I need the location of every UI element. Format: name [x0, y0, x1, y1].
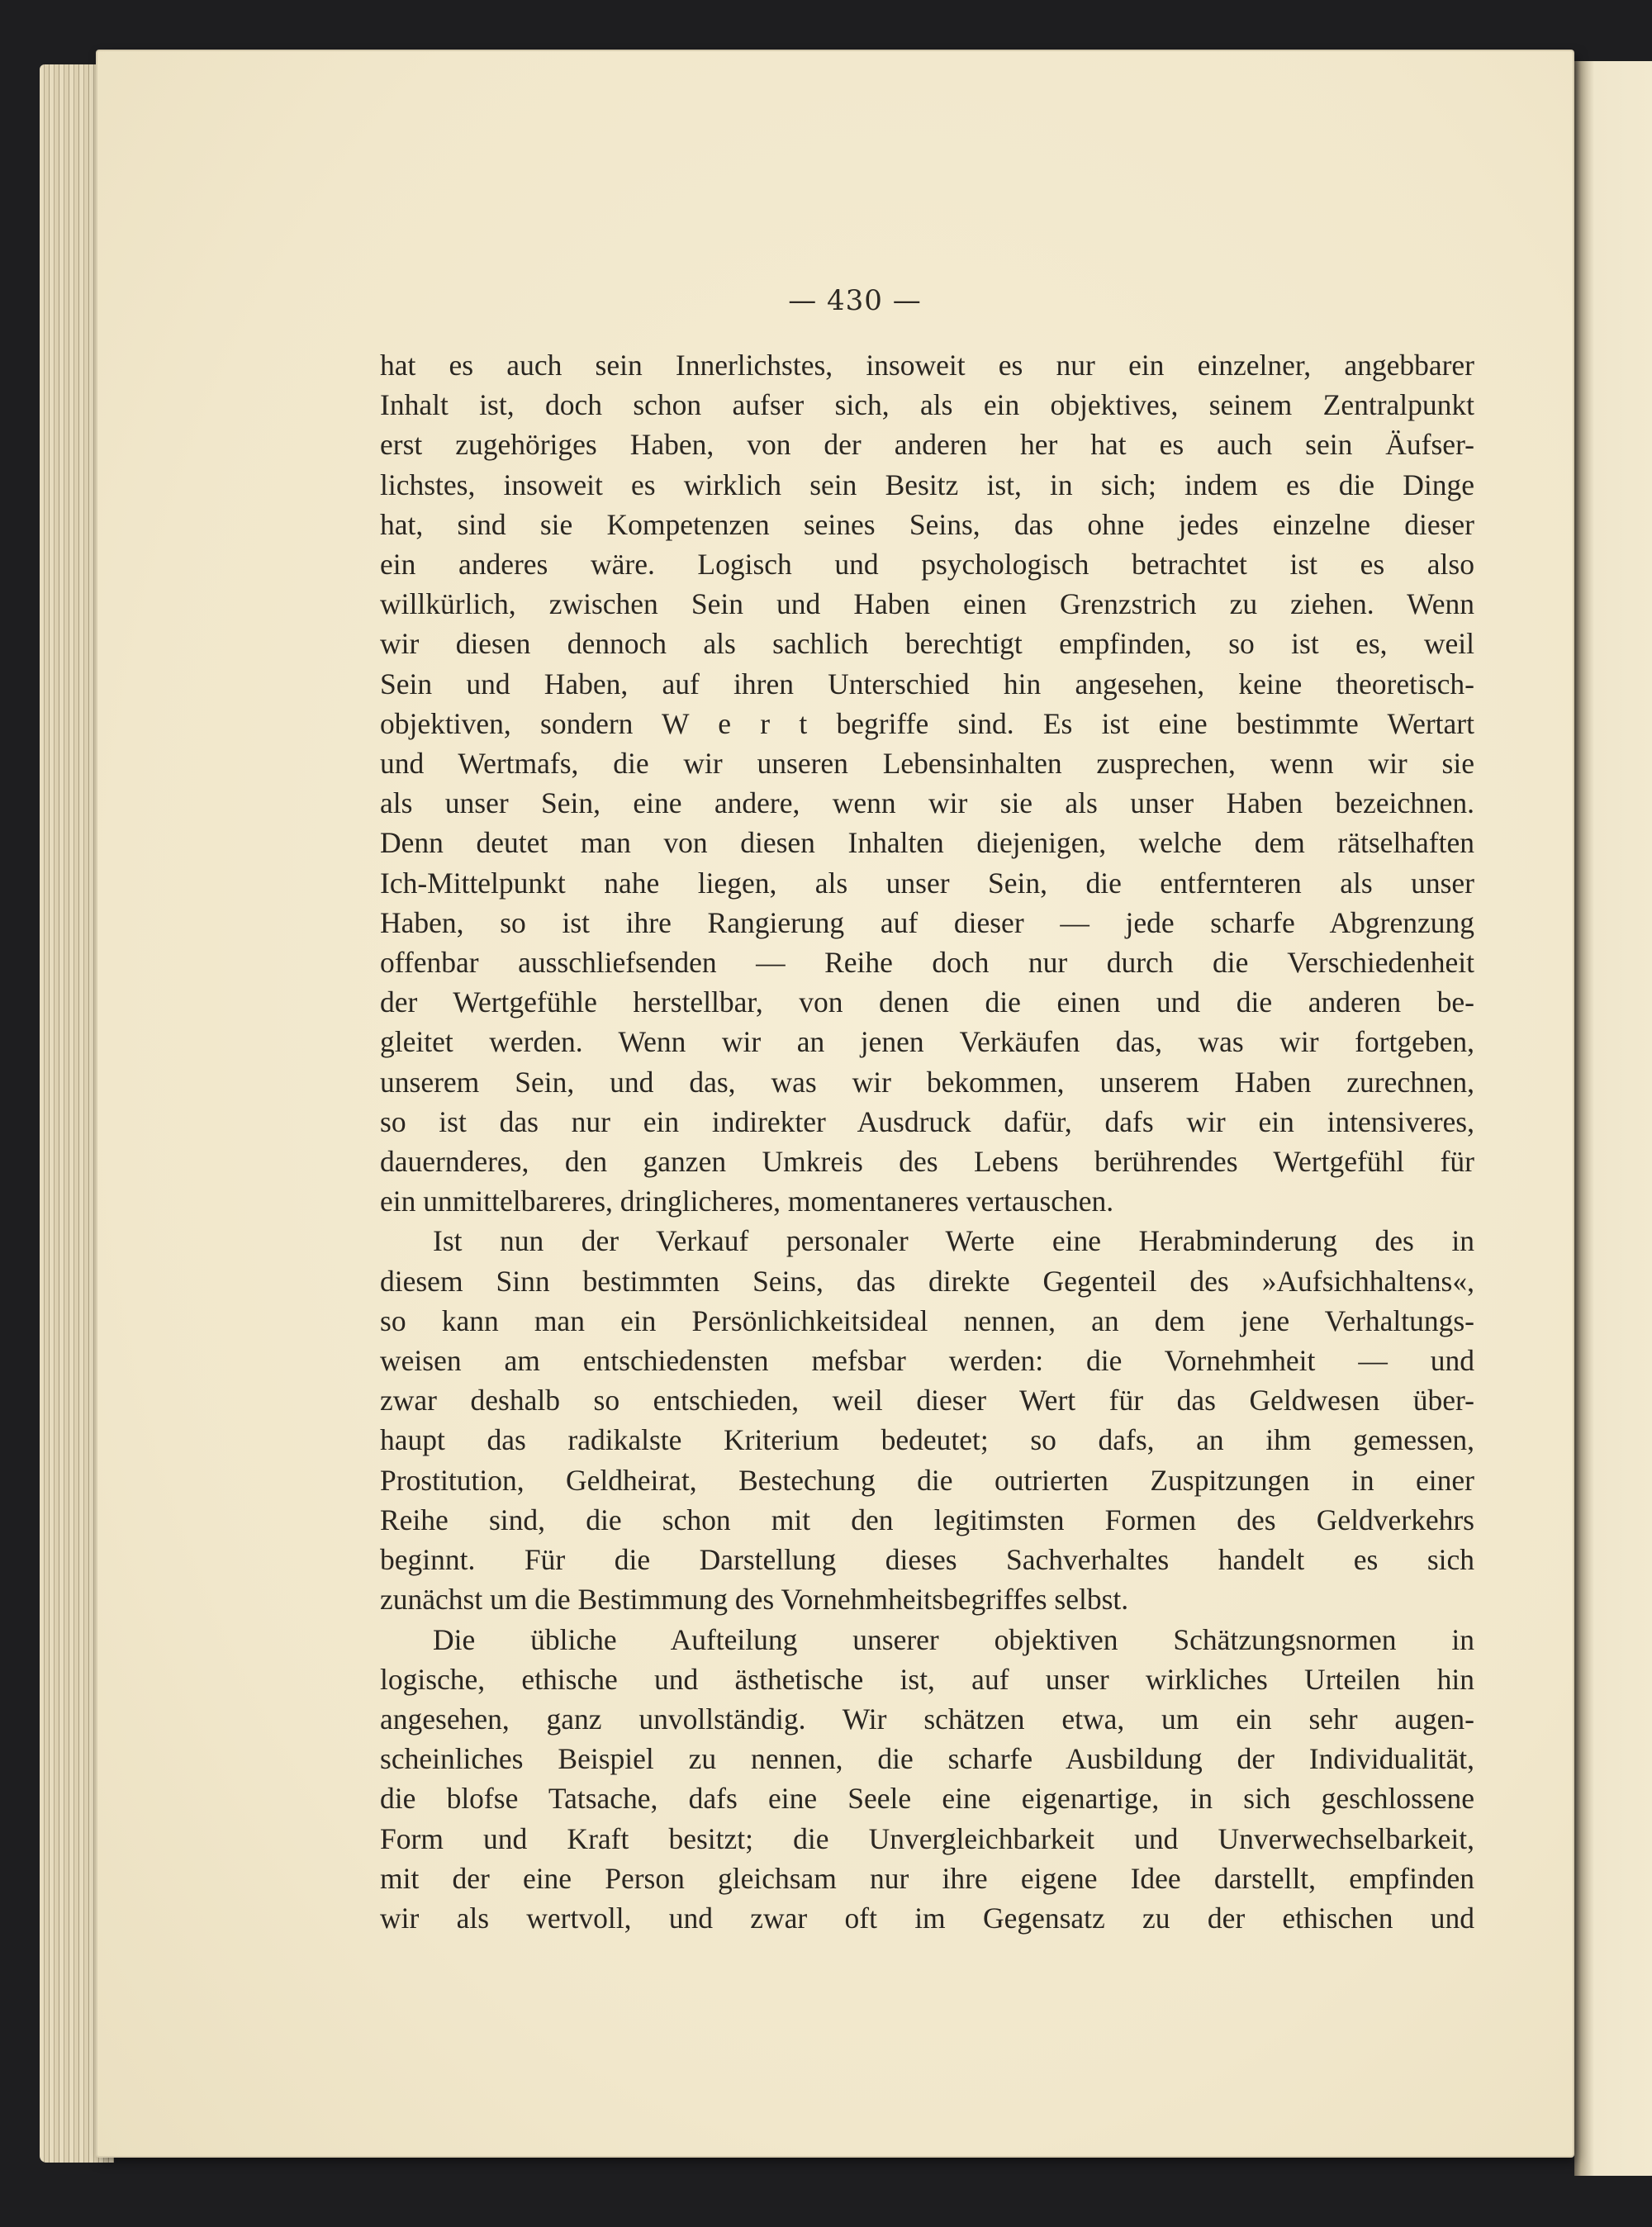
text-line: Reihe sind, die schon mit den legitimsten Formen des Geldverkehrs: [380, 1503, 1474, 1536]
text-line: willkürlich, zwischen Sein und Haben einen Grenzstrich zu ziehen. Wenn: [380, 587, 1474, 621]
text-line: Die übliche Aufteilung unserer objektiven Schätzungsnormen in: [433, 1622, 1474, 1656]
text-line: gleitet werden. Wenn wir an jenen Verkäufen das, was wir fortgeben,: [380, 1025, 1474, 1059]
text-line: hat, sind sie Kompetenzen seines Seins, das ohne jedes einzelne dieser: [380, 507, 1474, 541]
text-line: diesem Sinn bestimmten Seins, das direkte Gegenteil des »Aufsichhaltens«,: [380, 1264, 1474, 1298]
text-line: so kann man ein Persönlichkeitsideal nennen, an dem jene Verhaltungs-: [380, 1303, 1474, 1337]
text-line: erst zugehöriges Haben, von der anderen her hat es auch sein Äufser-: [380, 428, 1474, 462]
text-line: wir diesen dennoch als sachlich berechtigt empfinden, so ist es, weil: [380, 627, 1474, 661]
facing-page-edge: [1574, 61, 1652, 2176]
text-line: scheinliches Beispiel zu nennen, die scharfe Ausbildung der Individualität,: [380, 1742, 1474, 1776]
text-line: mit der eine Person gleichsam nur ihre eigene Idee darstellt, empfinden: [380, 1861, 1474, 1895]
text-line: Denn deutet man von diesen Inhalten diejenigen, welche dem rätselhaften: [380, 826, 1474, 860]
text-line: zwar deshalb so entschieden, weil dieser Wert für das Geldwesen über-: [380, 1384, 1474, 1417]
text-line: die blofse Tatsache, dafs eine Seele eine eigenartige, in sich geschlossene: [380, 1782, 1474, 1816]
text-line: angesehen, ganz unvollständig. Wir schätzen etwa, um ein sehr augen-: [380, 1702, 1474, 1736]
text-line: Inhalt ist, doch schon aufser sich, als ein objektives, seinem Zentralpunkt: [380, 388, 1474, 422]
text-line: Ich-Mittelpunkt nahe liegen, als unser Sein, die entfernteren als unser: [380, 866, 1474, 900]
body-text: [380, 345, 1474, 1938]
text-line: ein anderes wäre. Logisch und psychologisch betrachtet ist es also: [380, 548, 1474, 582]
text-line: der Wertgefühle herstellbar, von denen die einen und die anderen be-: [380, 985, 1474, 1019]
page-number: — 430 —: [788, 284, 922, 317]
text-line: Prostitution, Geldheirat, Bestechung die outrierten Zuspitzungen in einer: [380, 1463, 1474, 1497]
book-page: [97, 51, 1573, 2156]
text-line: weisen am entschiedensten mefsbar werden: die Vornehmheit — und: [380, 1344, 1474, 1378]
text-line: lichstes, insoweit es wirklich sein Besitz ist, in sich; indem es die Dinge: [380, 468, 1474, 501]
text-line: unserem Sein, und das, was wir bekommen, unserem Haben zurechnen,: [380, 1065, 1474, 1099]
text-line: wir als wertvoll, und zwar oft im Gegensatz zu der ethischen und: [380, 1901, 1474, 1935]
text-line: hat es auch sein Innerlichstes, insoweit es nur ein einzelner, angebbarer: [380, 349, 1474, 382]
text-line: und Wertmafs, die wir unseren Lebensinhalten zusprechen, wenn wir sie: [380, 747, 1474, 781]
text-line: dauernderes, den ganzen Umkreis des Lebens berührendes Wertgefühl für: [380, 1145, 1474, 1179]
text-line: ein unmittelbareres, dringlicheres, momentaneres vertauschen.: [380, 1185, 1114, 1218]
text-line: so ist das nur ein indirekter Ausdruck dafür, dafs wir ein intensiveres,: [380, 1104, 1474, 1138]
text-line: logische, ethische und ästhetische ist, auf unser wirkliches Urteilen hin: [380, 1662, 1474, 1696]
text-line: Form und Kraft besitzt; die Unvergleichbarkeit und Unverwechselbarkeit,: [380, 1821, 1474, 1855]
text-line: beginnt. Für die Darstellung dieses Sachverhaltes handelt es sich: [380, 1543, 1474, 1577]
text-line: Haben, so ist ihre Rangierung auf dieser — jede scharfe Abgrenzung: [380, 905, 1474, 939]
text-line: haupt das radikalste Kriterium bedeutet; so dafs, an ihm gemessen,: [380, 1423, 1474, 1457]
text-line: Ist nun der Verkauf personaler Werte eine Herabminderung des in: [433, 1224, 1474, 1258]
text-line: objektiven, sondern W e r t begriffe sind. Es ist eine bestimmte Wertart: [380, 706, 1474, 740]
text-line: als unser Sein, eine andere, wenn wir sie als unser Haben bezeichnen.: [380, 786, 1474, 820]
text-line: Sein und Haben, auf ihren Unterschied hin angesehen, keine theoretisch-: [380, 667, 1474, 700]
text-line: zunächst um die Bestimmung des Vornehmheitsbegriffes selbst.: [380, 1583, 1129, 1617]
text-line: offenbar ausschliefsenden — Reihe doch nur durch die Verschiedenheit: [380, 946, 1474, 980]
